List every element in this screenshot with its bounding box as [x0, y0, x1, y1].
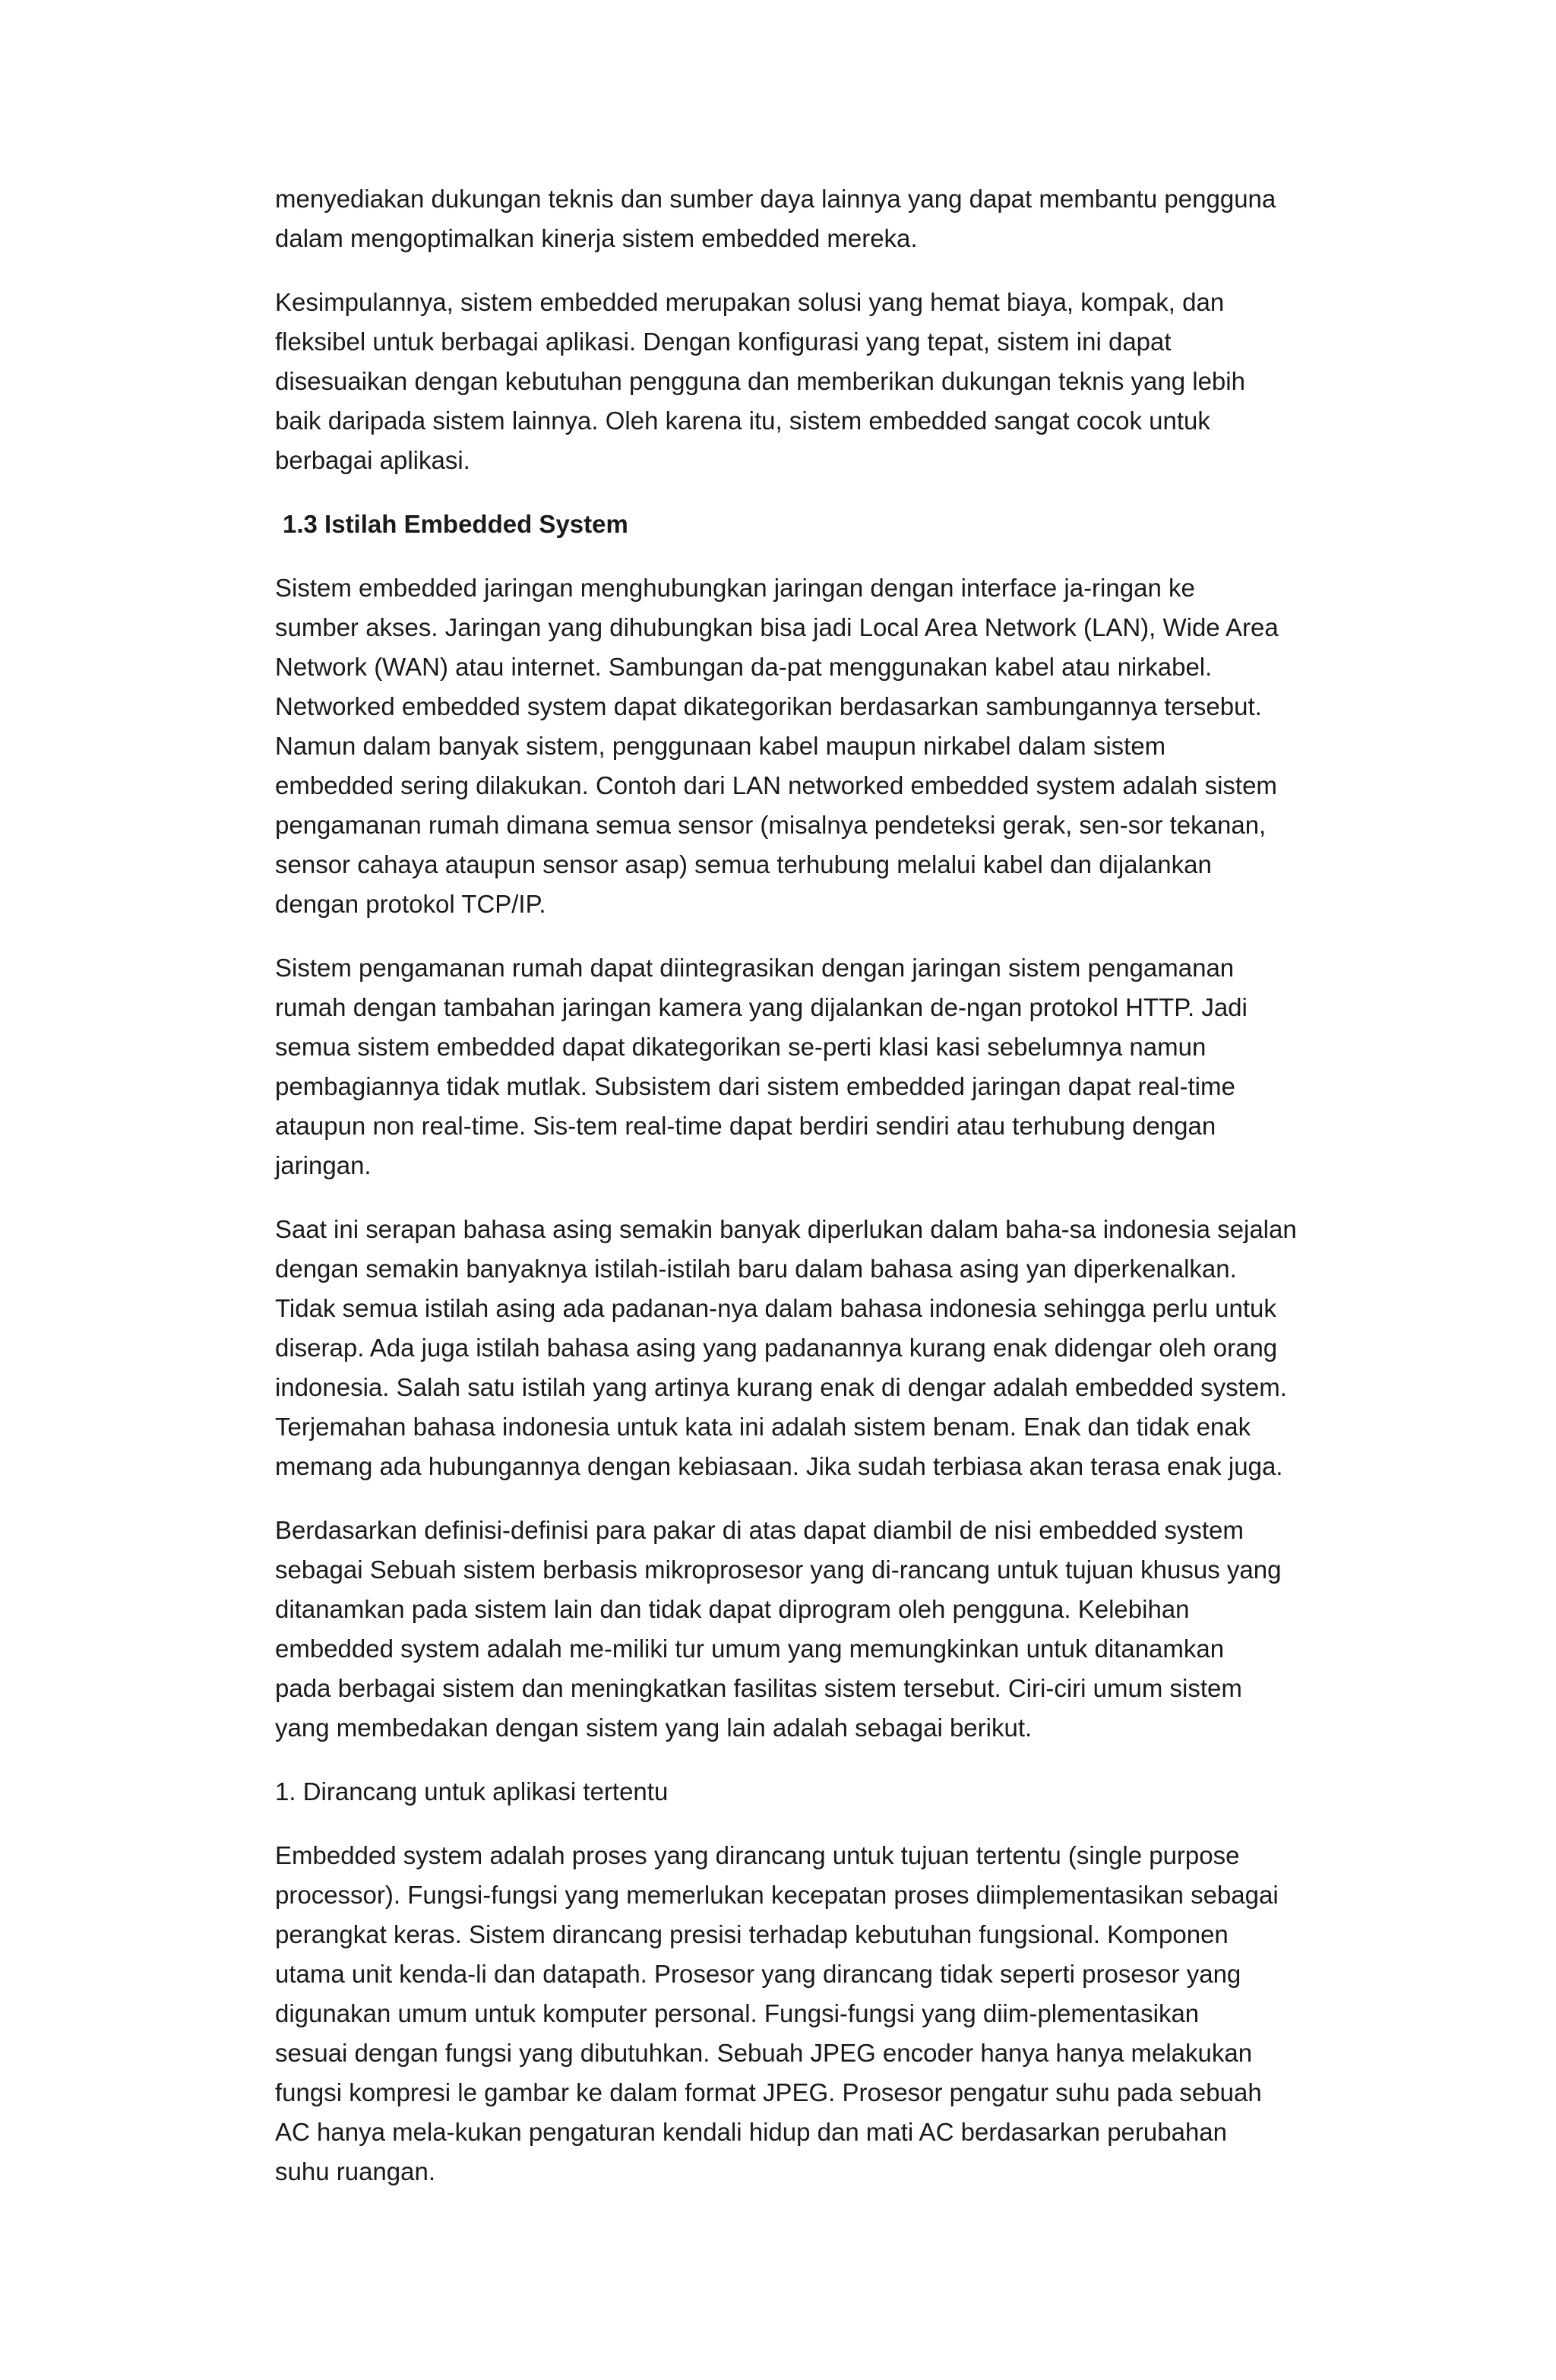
document-body: [275, 179, 1308, 2216]
paragraph-intro: menyediakan dukungan teknis dan sumber daya lainnya yang dapat membantu pengguna dalam mengoptimalkan kinerja sistem embedded mereka.: [275, 185, 1276, 252]
paragraph-language: Saat ini serapan bahasa asing semakin banyak diperlukan dalam baha-sa indonesia sejalan dengan semakin banyaknya istilah-istilah baru dalam bahasa asing yan diperkenalkan. Tidak semua istilah asing ada padanan-nya dalam bahasa indonesia sehingga perlu untuk diserap. Ada juga istilah bahasa asing yang padanannya kurang enak didengar oleh orang indonesia. Salah satu istilah yang artinya kurang enak di dengar adalah embedded system. Terjemahan bahasa indonesia untuk kata ini adalah sistem benam. Enak dan tidak enak memang ada hubungannya dengan kebiasaan. Jika sudah terbiasa akan terasa enak juga.: [275, 1215, 1297, 1480]
section-heading: 1.3 Istilah Embedded System: [283, 510, 628, 538]
paragraph-purpose: Embedded system adalah proses yang dirancang untuk tujuan tertentu (single purpose processor). Fungsi-fungsi yang memerlukan kecepatan proses diimplementasikan sebagai perangkat keras. Sistem dirancang presisi terhadap kebutuhan fungsional. Komponen utama unit kenda-li dan datapath. Prosesor yang dirancang tidak seperti prosesor yang digunakan umum untuk komputer personal. Fungsi-fungsi yang diim-plementasikan sesuai dengan fungsi yang dibutuhkan. Sebuah JPEG encoder hanya hanya melakukan fungsi kompresi le gambar ke dalam format JPEG. Prosesor pengatur suhu pada sebuah AC hanya mela-kukan pengaturan kendali hidup dan mati AC berdasarkan perubahan suhu ruangan.: [275, 1841, 1279, 2185]
paragraph-security: Sistem pengamanan rumah dapat diintegrasikan dengan jaringan sistem pengamanan rumah dengan tambahan jaringan kamera yang dijalankan de-ngan protokol HTTP. Jadi semua sistem embedded dapat dikategorikan se-perti klasi kasi sebelumnya namun pembagiannya tidak mutlak. Subsistem dari sistem embedded jaringan dapat real-time ataupun non real-time. Sis-tem real-time dapat berdiri sendiri atau terhubung dengan jaringan.: [275, 954, 1248, 1179]
paragraph-conclusion: Kesimpulannya, sistem embedded merupakan solusi yang hemat biaya, kompak, dan fleksibel untuk berbagai aplikasi. Dengan konfigurasi yang tepat, sistem ini dapat disesuaikan dengan kebutuhan pengguna dan memberikan dukungan teknis yang lebih baik daripada sistem lainnya. Oleh karena itu, sistem embedded sangat cocok untuk berbagai aplikasi.: [275, 288, 1245, 474]
list-item: 1. Dirancang untuk aplikasi tertentu: [275, 1777, 669, 1806]
paragraph-network: Sistem embedded jaringan menghubungkan jaringan dengan interface ja-ringan ke sumber akses. Jaringan yang dihubungkan bisa jadi Local Area Network (LAN), Wide Area Network (WAN) atau internet. Sambungan da-pat menggunakan kabel atau nirkabel. Networked embedded system dapat dikategorikan berdasarkan sambungannya tersebut. Namun dalam banyak sistem, penggunaan kabel maupun nirkabel dalam sistem embedded sering dilakukan. Contoh dari LAN networked embedded system adalah sistem pengamanan rumah dimana semua sensor (misalnya pendeteksi gerak, sen-sor tekanan, sensor cahaya ataupun sensor asap) semua terhubung melalui kabel dan dijalankan dengan protokol TCP/IP.: [275, 574, 1279, 918]
paragraph-definition: Berdasarkan definisi-definisi para pakar di atas dapat diambil de nisi embedded system sebagai Sebuah sistem berbasis mikroprosesor yang di-rancang untuk tujuan khusus yang ditanamkan pada sistem lain dan tidak dapat diprogram oleh pengguna. Kelebihan embedded system adalah me-miliki tur umum yang memungkinkan untuk ditanamkan pada berbagai sistem dan meningkatkan fasilitas sistem tersebut. Ciri-ciri umum sistem yang membedakan dengan sistem yang lain adalah sebagai berikut.: [275, 1516, 1282, 1742]
